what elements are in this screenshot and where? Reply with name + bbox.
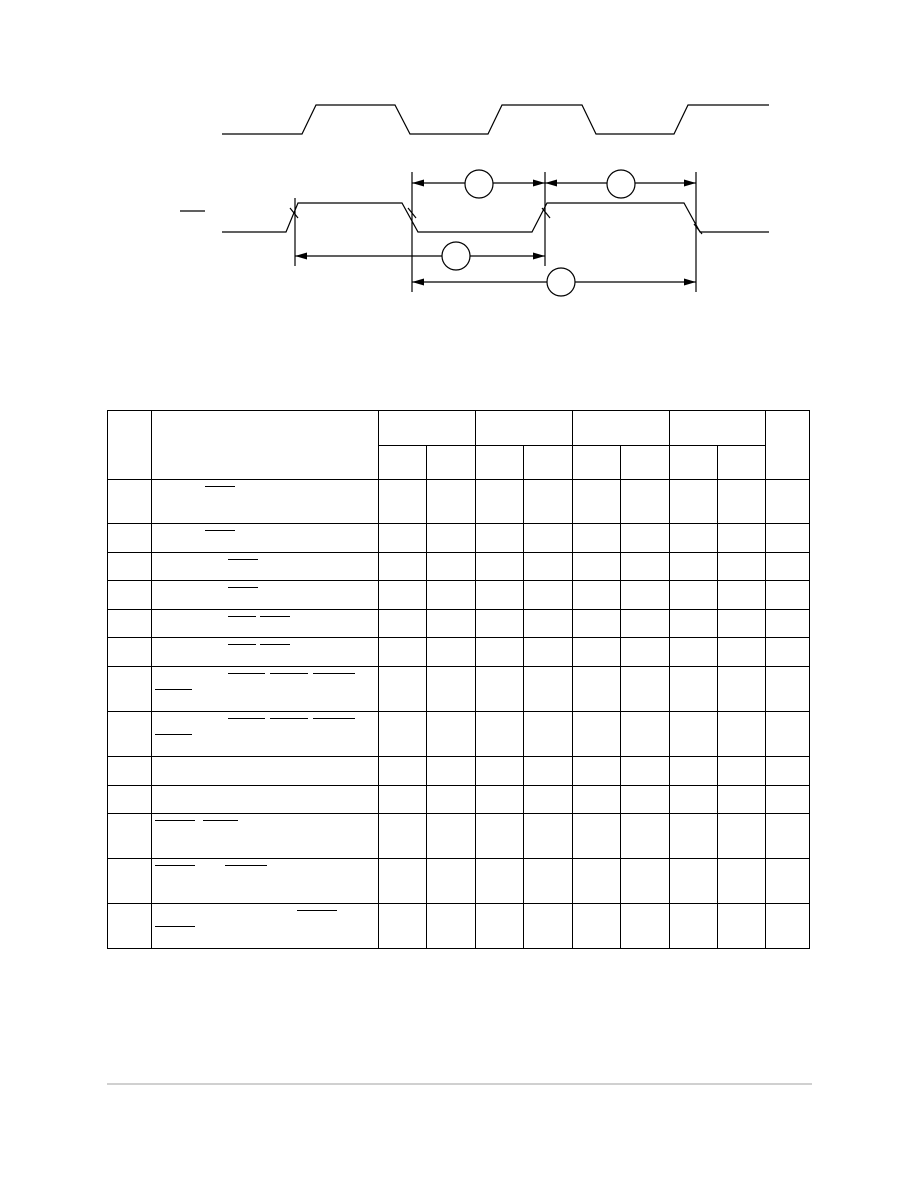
header-group-3 bbox=[573, 411, 670, 446]
row-num bbox=[108, 638, 152, 667]
table-row bbox=[108, 786, 810, 814]
row-num bbox=[108, 667, 152, 712]
row-num bbox=[108, 904, 152, 949]
table-row bbox=[108, 610, 810, 638]
row-num bbox=[108, 581, 152, 610]
row-num bbox=[108, 859, 152, 904]
row-characteristic bbox=[152, 667, 379, 712]
row-characteristic bbox=[152, 786, 379, 814]
marker-circle-c bbox=[442, 242, 470, 270]
row-characteristic bbox=[152, 581, 379, 610]
signal-waveform bbox=[222, 203, 769, 232]
row-num bbox=[108, 480, 152, 524]
table-row bbox=[108, 814, 810, 859]
row-num bbox=[108, 757, 152, 786]
header-unit bbox=[766, 411, 810, 480]
row-characteristic bbox=[152, 524, 379, 553]
header-characteristic bbox=[152, 411, 379, 480]
row-characteristic bbox=[152, 480, 379, 524]
row-characteristic bbox=[152, 610, 379, 638]
marker-circle-d bbox=[547, 268, 575, 296]
row-characteristic bbox=[152, 638, 379, 667]
row-characteristic bbox=[152, 859, 379, 904]
header-sub bbox=[573, 446, 621, 480]
table-row bbox=[108, 757, 810, 786]
header-row bbox=[108, 411, 810, 446]
clock-waveform bbox=[222, 105, 769, 134]
table-row bbox=[108, 480, 810, 524]
header-sub bbox=[427, 446, 476, 480]
header-sub bbox=[524, 446, 573, 480]
table-row bbox=[108, 667, 810, 712]
table-row bbox=[108, 638, 810, 667]
row-num bbox=[108, 712, 152, 757]
table-row bbox=[108, 904, 810, 949]
footer-divider bbox=[107, 1083, 812, 1085]
header-group-1 bbox=[379, 411, 476, 446]
row-num bbox=[108, 814, 152, 859]
row-num bbox=[108, 553, 152, 581]
timing-spec-table bbox=[107, 410, 810, 949]
row-characteristic bbox=[152, 712, 379, 757]
edge-ticks bbox=[290, 208, 702, 234]
row-num bbox=[108, 610, 152, 638]
header-sub bbox=[621, 446, 670, 480]
row-characteristic bbox=[152, 553, 379, 581]
header-sub bbox=[670, 446, 718, 480]
timing-diagram bbox=[0, 0, 918, 330]
table-row bbox=[108, 524, 810, 553]
row-num bbox=[108, 786, 152, 814]
marker-circle-a bbox=[465, 170, 493, 198]
row-characteristic bbox=[152, 814, 379, 859]
header-sub bbox=[379, 446, 427, 480]
table-row bbox=[108, 553, 810, 581]
row-characteristic bbox=[152, 904, 379, 949]
row-num bbox=[108, 524, 152, 553]
table-row bbox=[108, 859, 810, 904]
header-sub bbox=[476, 446, 524, 480]
table-row bbox=[108, 712, 810, 757]
row-characteristic bbox=[152, 757, 379, 786]
header-sub bbox=[718, 446, 766, 480]
header-num bbox=[108, 411, 152, 480]
header-group-2 bbox=[476, 411, 573, 446]
table-row bbox=[108, 581, 810, 610]
marker-circle-b bbox=[607, 170, 635, 198]
header-group-4 bbox=[670, 411, 766, 446]
